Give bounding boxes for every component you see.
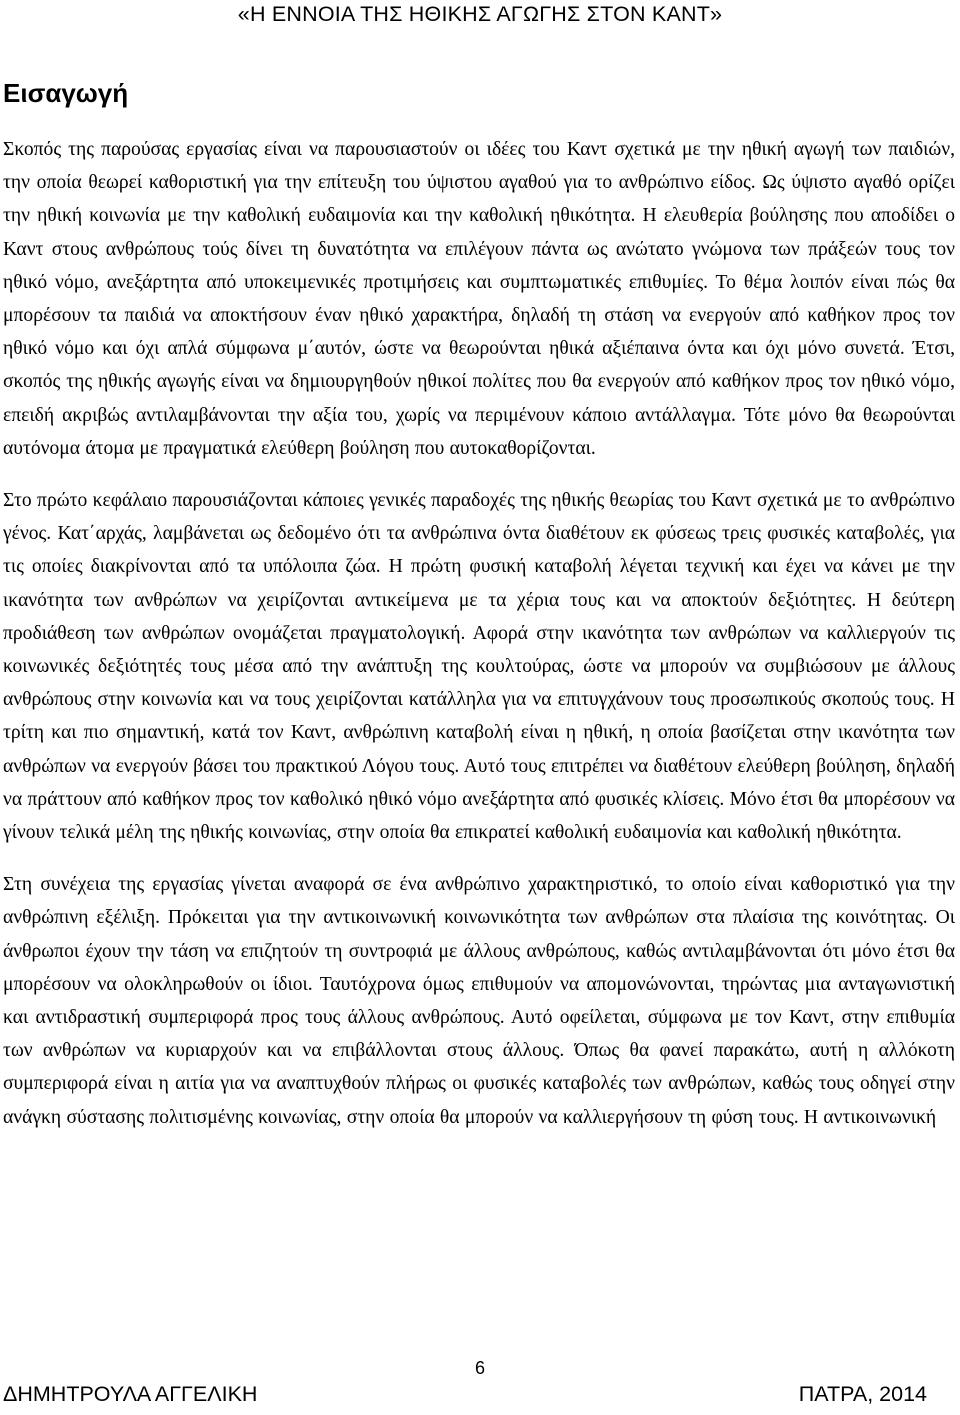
paragraph: Στη συνέχεια της εργασίας γίνεται αναφορά σε ένα ανθρώπινο χαρακτηριστικό, το οποίο είναι καθοριστικό για την ανθρώπινη εξέλιξη. Πρόκειται για την αντικοινωνική κοινωνικότητα των ανθρώπων στα πλαίσια της κοινότητας. Οι άνθρωποι έχουν την τάση να επιζητούν τη συντροφιά με άλλους ανθρώπους, καθώς αντιλαμβάνονται ότι μόνο έτσι θα μπορέσουν να ολοκληρωθούν οι ίδιοι. Ταυτόχρονα όμως επιθυμούν να απομονώνονται, τηρώντας μια ανταγωνιστική και αντιδραστική συμπεριφορά προς τους άλλους ανθρώπους. Αυτό οφείλεται, σύμφωνα με τον Καντ, στην επιθυμία των ανθρώπων να κυριαρχούν και να επιβάλλονται στους άλλους. Όπως θα φανεί παρακάτω, αυτή η αλλόκοτη συμπεριφορά είναι η αιτία για να αναπτυχθούν πλήρως οι φυσικές καταβολές των ανθρώπων, καθώς τους οδηγεί στην ανάγκη σύστασης πολιτισμένης κοινωνίας, στην οποία θα μπορούν να καλλιεργήσουν τη φύση τους. Η αντικοινωνική [3,874,955,1128]
document-body [3,74,955,1153]
footer-author: ΔΗΜΗΤΡΟΥΛΑ ΑΓΓΕΛΙΚΗ [3,1382,258,1406]
footer-place-year: ΠΑΤΡΑ, 2014 [798,1382,927,1406]
section-heading: Εισαγωγή [3,78,129,108]
running-header: «Η ΕΝΝΟΙΑ ΤΗΣ ΗΘΙΚΗΣ ΑΓΩΓΗΣ ΣΤΟΝ ΚΑΝΤ» [237,2,723,26]
paragraph: Σκοπός της παρούσας εργασίας είναι να παρουσιαστούν οι ιδέες του Καντ σχετικά με την ηθική αγωγή των παιδιών, την οποία θεωρεί καθοριστική για την επίτευξη του ύψιστου αγαθού για το ανθρώπινο είδος. Ως ύψιστο αγαθό ορίζει την ηθική κοινωνία με την καθολική ευδαιμονία και την καθολική ηθικότητα. Η ελευθερία βούλησης που αποδίδει ο Καντ στους ανθρώπους τούς δίνει τη δυνατότητα να επιλέγουν πάντα ως ανώτατο γνώμονα των πράξεών τους τον ηθικό νόμο, ανεξάρτητα από υποκειμενικές προτιμήσεις και συμπτωματικές επιθυμίες. Το θέμα λοιπόν είναι πώς θα μπορέσουν τα παιδιά να αποκτήσουν έναν ηθικό χαρακτήρα, δηλαδή τη στάση να ενεργούν από καθήκον προς τον ηθικό νόμο και όχι απλά σύμφωνα μ΄αυτόν, ώστε να θεωρούνται ηθικά αξιέπαινα όντα και όχι μόνο συνετά. Έτσι, σκοπός της ηθικής αγωγής είναι να δημιουργηθούν ηθικοί πολίτες που θα ενεργούν από καθήκον προς τον ηθικό νόμο, επειδή ακριβώς αντιλαμβάνονται την αξία του, χωρίς να περιμένουν κάποιο αντάλλαγμα. Τότε μόνο θα θεωρούνται αυτόνομα άτομα με πραγματικά ελεύθερη βούληση που αυτοκαθορίζονται. [3,139,955,459]
paragraph: Στο πρώτο κεφάλαιο παρουσιάζονται κάποιες γενικές παραδοχές της ηθικής θεωρίας του Καντ σχετικά με το ανθρώπινο γένος. Κατ΄αρχάς, λαμβάνεται ως δεδομένο ότι τα ανθρώπινα όντα διαθέτουν εκ φύσεως τρεις φυσικές καταβολές, για τις οποίες διακρίνονται από τα υπόλοιπα ζώα. Η πρώτη φυσική καταβολή λέγεται τεχνική και έχει να κάνει με την ικανότητα των ανθρώπων να χειρίζονται αντικείμενα με τα χέρια τους και να αποκτούν δεξιότητες. Η δεύτερη προδιάθεση των ανθρώπων ονομάζεται πραγματολογική. Αφορά στην ικανότητα των ανθρώπων να καλλιεργούν τις κοινωνικές δεξιότητές τους μέσα από την ανάπτυξη της κουλτούρας, ώστε να μπορούν να συμβιώσουν με άλλους ανθρώπους στην κοινωνία και να τους χειρίζονται κατάλληλα για να επιτυγχάνουν τους προσωπικούς σκοπούς τους. Η τρίτη και πιο σημαντική, κατά τον Καντ, ανθρώπινη καταβολή είναι η ηθική, η οποία βασίζεται στην ικανότητα των ανθρώπων να ενεργούν βάσει του πρακτικού Λόγου τους. Αυτό τους επιτρέπει να διαθέτουν ελεύθερη βούληση, δηλαδή να πράττουν από καθήκον προς τον καθολικό ηθικό νόμο ανεξάρτητα από φυσικές κλίσεις. Μόνο έτσι θα μπορέσουν να γίνουν τελικά μέλη της ηθικής κοινωνίας, στην οποία θα επικρατεί καθολική ευδαιμονία και καθολική ηθικότητα. [3,490,955,844]
page-number: 6 [474,1358,485,1378]
